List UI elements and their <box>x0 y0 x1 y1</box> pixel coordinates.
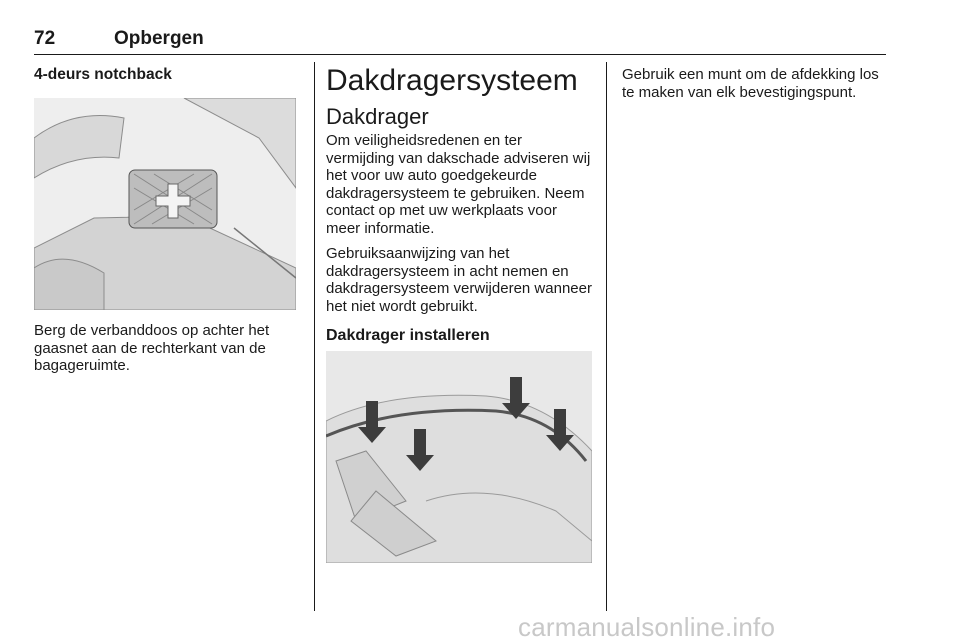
column-middle <box>326 60 594 563</box>
subsection-title: Dakdrager <box>326 104 429 129</box>
trunk-first-aid-illustration <box>34 98 296 310</box>
paragraph: Gebruik een munt om de afdekking los te maken van elk bevestigingspunt. <box>622 66 879 101</box>
caption-text: Berg de verbanddoos op achter het gaasnet aan de rechterkant van de bagageruimte. <box>34 322 270 374</box>
paragraph: Om veiligheidsredenen en ter vermijding van dakschade adviseren wij het voor uw auto goedgekeurde dakdragersysteem te gebruiken. Neem contact op met uw werkplaats voor meer informatie. <box>326 132 591 237</box>
column-divider <box>314 62 315 611</box>
page-number: 72 <box>34 28 56 49</box>
section-title: Dakdragersysteem <box>326 64 578 97</box>
column-left <box>34 60 296 375</box>
page-header <box>34 28 886 55</box>
column-right <box>622 60 884 101</box>
paragraph: Gebruiksaanwijzing van het dakdragersysteem in acht nemen en dakdragersysteem verwijderen wanneer het niet wordt gebruikt. <box>326 245 592 315</box>
subsection-heading: Dakdrager installeren <box>326 327 490 344</box>
roof-rack-install-illustration <box>326 351 592 563</box>
subsection-heading: 4-deurs notchback <box>34 66 172 83</box>
watermark-text: carmanualsonline.info <box>518 612 776 642</box>
chapter-title: Opbergen <box>114 28 204 49</box>
column-divider <box>606 62 607 611</box>
